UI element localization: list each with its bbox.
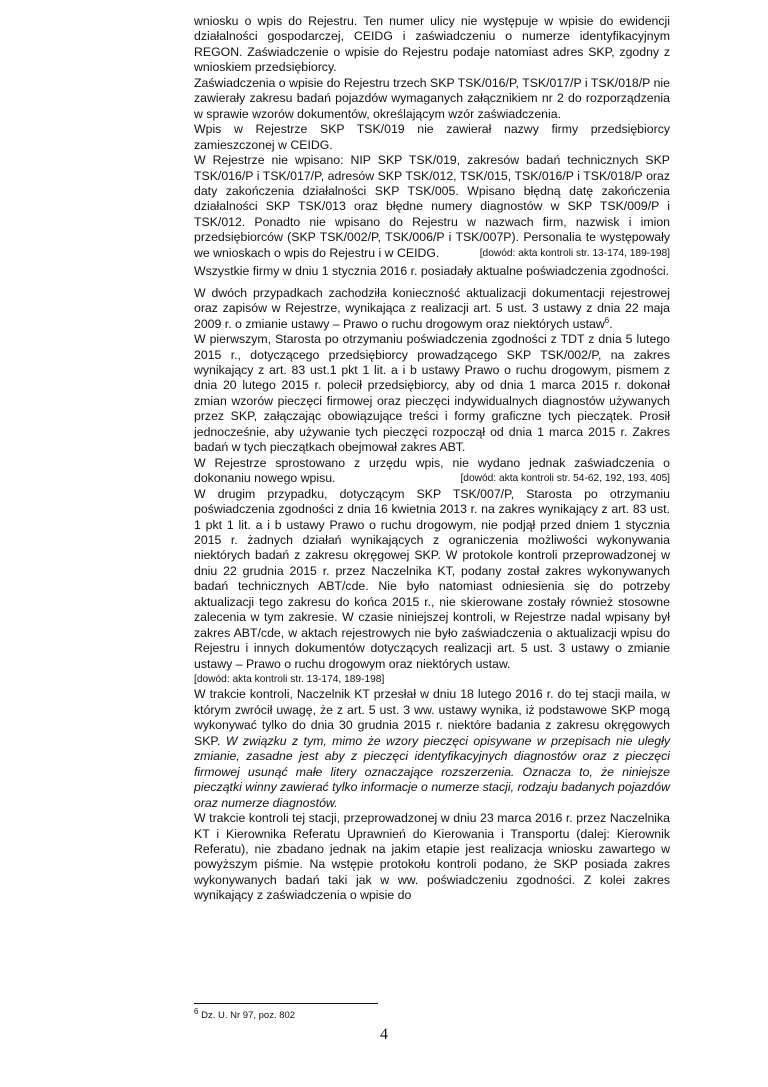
- footnote: $^6$ Dz. U. Nr 97, poz. 802: [194, 1006, 296, 1021]
- paragraph-5: Wszystkie firmy w dniu 1 stycznia 2016 r. posiadały aktualne poświadczenia zgodności.: [194, 264, 670, 279]
- paragraph-10: W trakcie kontroli, Naczelnik KT przesłał w dniu 18 lutego 2016 r. do tej stacji maila, w którym zwrócił uwagę, że z art. 5 ust. 3 ww. ustawy wynika, iż podstawowe SKP mogą wykonywać tylko do dnia 30 grudnia 2015 r. niektóre badania z zakresu okręgowych SKP. W związku z tym, mimo że wzory pieczęci opisywane w przepisach nie uległy zmianie, zasadne jest aby z pieczęci identyfikacyjnych diagnostów oraz z pieczęci firmowej usunąć małe litery oznaczające rozszerzenia. Oznacza to, że niniejsze pieczątki winny zawierać tylko informacje o numerze stacji, rodzaju badanych pojazdów oraz numerze diagnostów.: [194, 687, 670, 810]
- footnote-ref: 6: [604, 315, 610, 325]
- paragraph-7: W pierwszym, Starosta po otrzymaniu poświadczenia zgodności z TDT z dnia 5 lutego 2015 r., dotyczącego przedsiębiorcy prowadzącego SKP TSK/002/P, na zakres wynikający z art. 83 ust.1 pkt 1 lit. a i b ustawy Prawo o ruchu drogowym, pismem z dnia 20 lutego 2015 r. polecił przedsiębiorcy, aby od dnia 1 marca 2015 r. dokonał zmian wzorów pieczęci firmowej oraz pieczęci indywidualnych diagnostów używanych przez SKP, załączając obowiązujące treści i formy graficzne tych pieczątek. Prosił jednocześnie, aby używanie tych pieczęci rozpoczął od dnia 1 marca 2015 r. Zakres badań w tych pieczątkach obejmował zakres ABT.: [194, 332, 670, 455]
- evidence-citation: [dowód: akta kontroli str. 13-174, 189-198]: [194, 674, 385, 686]
- footnote-divider: [194, 1003, 378, 1004]
- evidence-citation: [dowód: akta kontroli str. 54-62, 192, 193, 405]: [460, 473, 670, 485]
- paragraph-3: Wpis w Rejestrze SKP TSK/019 nie zawierał nazwy firmy przedsiębiorcy zamieszczonej w CEIDG.: [194, 122, 670, 152]
- evidence-citation: [dowód: akta kontroli str. 13-174, 189-198]: [479, 247, 670, 259]
- body-text: [194, 14, 670, 904]
- page-number: 4: [380, 1026, 388, 1043]
- paragraph-6: W dwóch przypadkach zachodziła konieczność aktualizacji dokumentacji rejestrowej oraz zapisów w Rejestrze, wynikająca z realizacji art. 5 ust. 3 ustawy z dnia 22 maja 2009 r. o zmianie ustawy – Prawo o ruchu drogowym oraz niektórych ustaw$^6$.: [194, 285, 670, 331]
- paragraph-2: Zaświadczenia o wpisie do Rejestru trzech SKP TSK/016/P, TSK/017/P i TSK/018/P nie zawierały zakresu badań pojazdów wymaganych załącznikiem nr 2 do rozporządzenia w sprawie wzorów dokumentów, określającym wzór zaświadczenia.: [194, 75, 670, 121]
- paragraph-11: W trakcie kontroli tej stacji, przeprowadzonej w dniu 23 marca 2016 r. przez Naczelnika KT i Kierownika Referatu Uprawnień do Kierowania i Transportu (dalej: Kierownik Referatu), nie zbadano jednak na jakim etapie jest realizacja wniosku zawartego w powyższym piśmie. Na wstępie protokołu kontroli podano, że SKP posiada zakres wykonywanych badań taki jak w ww. poświadczeniu zgodności. Z kolei zakres wynikający z zaświadczenia o wpisie do: [194, 811, 670, 903]
- italic-quote: W związku z tym, mimo że wzory pieczęci opisywane w przepisach nie uległy zmianie, zasadne jest aby z pieczęci identyfikacyjnych diagnostów oraz z pieczęci firmowej usunąć małe litery oznaczające rozszerzenia. Oznacza to, że niniejsze pieczątki winny zawierać tylko informacje o numerze stacji, rodzaju badanych pojazdów oraz numerze diagnostów.: [194, 733, 670, 810]
- paragraph-8: W Rejestrze sprostowano z urzędu wpis, nie wydano jednak zaświadczenia o dokonaniu nowego wpisu. [dowód: akta kontroli str. 54-62, 192, 193, 405]: [194, 455, 670, 486]
- paragraph-9: W drugim przypadku, dotyczącym SKP TSK/007/P, Starosta po otrzymaniu poświadczenia zgodności z dnia 16 kwietnia 2013 r. na zakres wynikający z art. 83 ust. 1 pkt 1 lit. a i b ustawy Prawo o ruchu drogowym, nie podjął przed dniem 1 stycznia 2015 r. żadnych działań wynikających z ograniczenia możliwości wykonywania niektórych badań z zakresu okręgowej SKP. W protokole kontroli przeprowadzonej w dniu 22 grudnia 2015 r. przez Naczelnika KT, podany został zakres wykonywanych badań technicznych ABT/cde. Nie było natomiast odniesienia się do potrzeby aktualizacji tego zakresu do końca 2015 r., nie skierowane zostały również stosowne zalecenia w tym zakresie. W czasie niniejszej kontroli, w Rejestrze nadal wpisany był zakres ABT/cde, w aktach rejestrowych nie było zaświadczenia o aktualizacji wpisu do Rejestru i innych dokumentów dotyczących realizacji art. 5 ust. 3 ustawy o zmianie ustawy – Prawo o ruchu drogowym oraz niektórych ustaw.: [194, 486, 670, 671]
- paragraph-4: W Rejestrze nie wpisano: NIP SKP TSK/019, zakresów badań technicznych SKP TSK/016/P i TSK/017/P, adresów SKP TSK/012, TSK/015, TSK/016/P i TSK/018/P oraz daty zakończenia działalności SKP TSK/005. Wpisano błędną datę zakończenia działalności SKP TSK/013 oraz błędne numery diagnostów w SKP TSK/009/P i TSK/012. Ponadto nie wpisano do Rejestru w nazwach firm, nazwisk i imion przedsiębiorców (SKP TSK/002/P, TSK/006/P i TSK/007P). Personalia te występowały we wnioskach o wpis do Rejestru i w CEIDG. [dowód: akta kontroli str. 13-174, 189-198]: [194, 153, 670, 260]
- paragraph-1: wniosku o wpis do Rejestru. Ten numer ulicy nie występuje w wpisie do ewidencji działalności gospodarczej, CEIDG i zaświadczeniu o numerze identyfikacyjnym REGON. Zaświadczenie o wpisie do Rejestru podaje natomiast adres SKP, zgodny z wnioskiem przedsiębiorcy.: [194, 14, 670, 75]
